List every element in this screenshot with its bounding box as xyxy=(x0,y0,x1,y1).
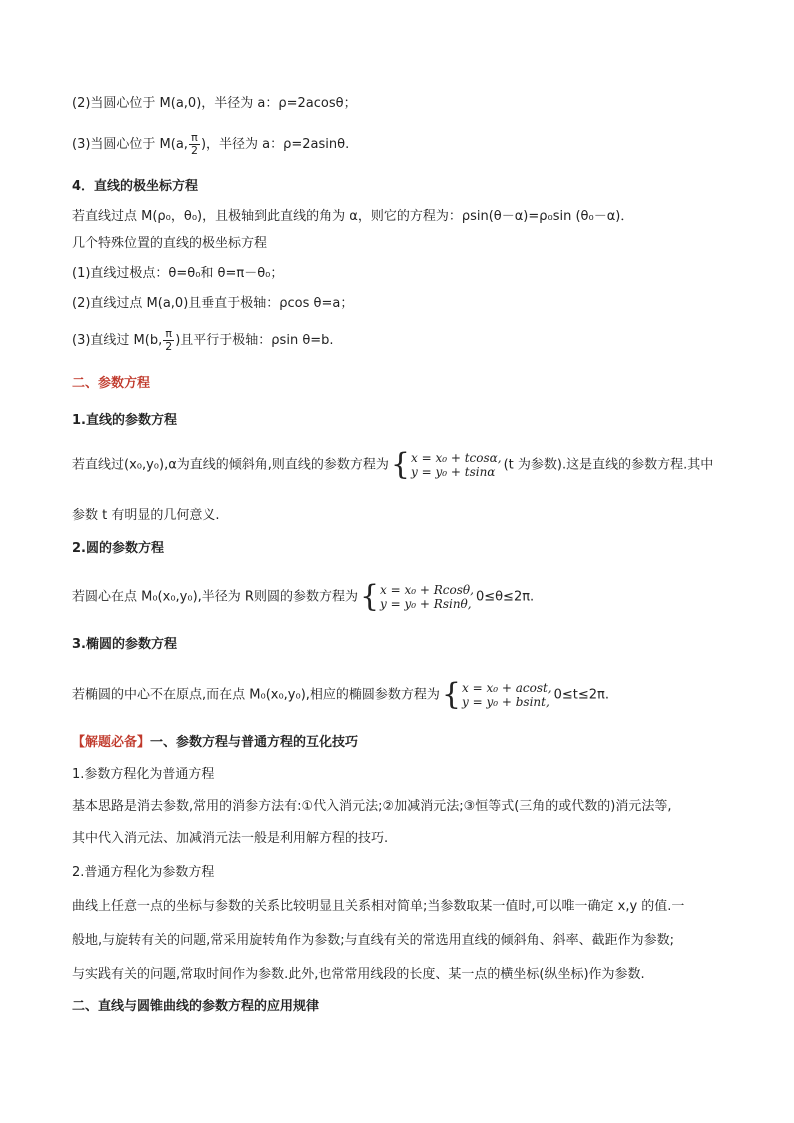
paragraph-ellipse-param: 若椭圆的中心不在原点,而在点 M₀(x₀,y₀),相应的椭圆参数方程为 { x = x₀ + acost, y = y₀ + bsint, 0≤t≤2π. xyxy=(72,677,610,712)
tip-heading: 【解题必备】一、参数方程与普通方程的互化技巧 xyxy=(72,735,359,750)
tip-tag: 【解题必备】 xyxy=(72,735,151,750)
equation-system-circle: { x = x₀ + Rcosθ, y = y₀ + Rsinθ, xyxy=(359,579,474,614)
subheading-param-to-normal: 1.参数方程化为普通方程 xyxy=(72,767,215,782)
subheading-ellipse-param: 3.椭圆的参数方程 xyxy=(72,637,177,652)
polar-circle-line-3: (3)当圆心位于 M(a, $\frac{\pi}{2}$ )，半径为 a：ρ=2asinθ. xyxy=(72,131,350,157)
polar-circle-line-2: (2)当圆心位于 M(a,0)，半径为 a：ρ=2acosθ； xyxy=(72,96,357,111)
line-special-intro: 几个特殊位置的直线的极坐标方程 xyxy=(72,236,268,251)
text-normal-to-param-2: 般地,与旋转有关的问题,常采用旋转角作为参数;与直线有关的常选用直线的倾斜角、斜率、截距作为参数; xyxy=(72,933,675,948)
text-param-to-normal-2: 其中代入消元法、加减消元法一般是利用解方程的技巧. xyxy=(72,831,389,846)
text-normal-to-param-3: 与实践有关的问题,常取时间作为参数.此外,也常常用线段的长度、某一点的横坐标(纵坐标)作为参数. xyxy=(72,967,645,982)
line-special-1: (1)直线过极点：θ=θ₀和 θ=π－θ₀； xyxy=(72,266,284,281)
section-title-parametric: 二、参数方程 xyxy=(72,376,151,391)
line-special-2: (2)直线过点 M(a,0)且垂直于极轴：ρcos θ=a； xyxy=(72,296,354,311)
paragraph-circle-param: 若圆心在点 M₀(x₀,y₀),半径为 R则圆的参数方程为 { x = x₀ + Rcosθ, y = y₀ + Rsinθ, 0≤θ≤2π. xyxy=(72,579,535,614)
paragraph-line-param-cont: 参数 t 有明显的几何意义. xyxy=(72,508,220,523)
fraction-pi-over-2: $\frac{\pi}{2}$ xyxy=(190,131,198,157)
paragraph-line-param: 若直线过(x₀,y₀),α为直线的倾斜角,则直线的参数方程为 { x = x₀ + tcosα, y = y₀ + tsinα (t 为参数).这是直线的参数方程.其中 xyxy=(72,447,714,482)
section-title-application: 二、直线与圆锥曲线的参数方程的应用规律 xyxy=(72,999,320,1014)
equation-system-line: { x = x₀ + tcosα, y = y₀ + tsinα xyxy=(390,447,502,482)
equation-system-ellipse: { x = x₀ + acost, y = y₀ + bsint, xyxy=(441,677,552,712)
text-normal-to-param-1: 曲线上任意一点的坐标与参数的关系比较明显且关系相对简单;当参数取某一值时,可以唯一确定 x,y 的值.一 xyxy=(72,899,685,914)
subheading-circle-param: 2.圆的参数方程 xyxy=(72,541,164,556)
subheading-normal-to-param: 2.普通方程化为参数方程 xyxy=(72,865,215,880)
section-heading-4: 4．直线的极坐标方程 xyxy=(72,179,199,194)
text-param-to-normal-1: 基本思路是消去参数,常用的消参方法有:①代入消元法;②加减消元法;③恒等式(三角的或代数的)消元法等, xyxy=(72,799,672,814)
subheading-line-param: 1.直线的参数方程 xyxy=(72,413,177,428)
line-polar-general: 若直线过点 M(ρ₀，θ₀)，且极轴到此直线的角为 α，则它的方程为：ρsin(θ－α)=ρ₀sin (θ₀－α)． xyxy=(72,209,634,224)
fraction-pi-over-2: $\frac{\pi}{2}$ xyxy=(165,327,173,353)
line-special-3: (3)直线过 M(b, $\frac{\pi}{2}$ )且平行于极轴：ρsin θ=b. xyxy=(72,327,334,353)
